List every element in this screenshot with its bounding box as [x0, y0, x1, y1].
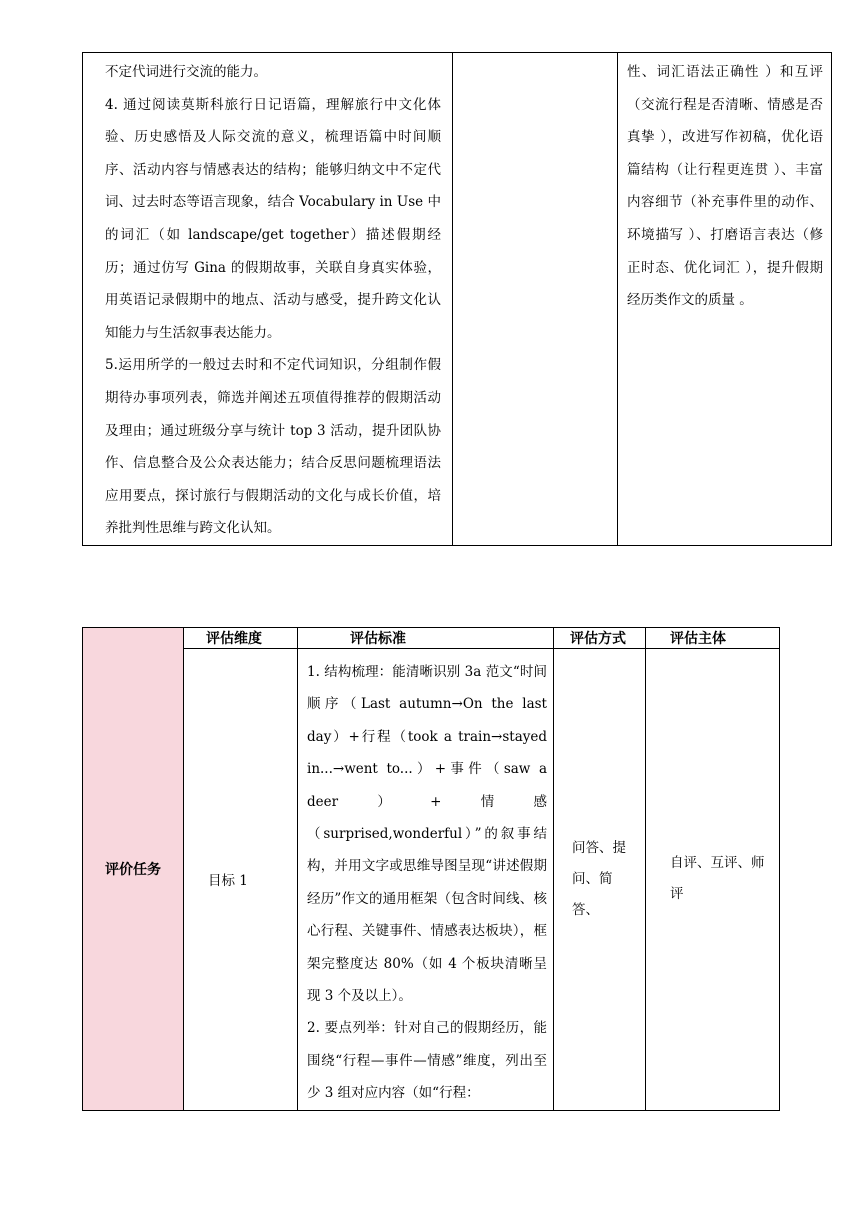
header-subject: 评估主体 — [646, 628, 780, 649]
header-method: 评估方式 — [554, 628, 646, 649]
writing-evaluation-cell: 性、词汇语法正确性 ）和互评（交流行程是否清晰、情感是否真挚 ），改进写作初稿，优化语篇结构（让行程更连贯 ）、丰富内容细节（补充事件里的动作、环境描写 ）、打磨语言表达（修正时态、优化词汇 ），提升假期经历类作文的质量 。 — [618, 53, 832, 546]
header-dimension: 评估维度 — [184, 628, 298, 649]
empty-middle-cell — [453, 53, 618, 546]
objectives-cell — [83, 53, 453, 546]
method-cell: 问答、提问、简答、 — [554, 649, 646, 1111]
goal-1-cell: 目标 1 — [184, 649, 298, 1111]
criteria-item-1: 1. 结构梳理：能清晰识别 3a 范文“时间顺序（Last autumn→On the last day）+行程（took a train→stayed in...→went to...）+事件（saw a deer）+情感（surprised,wonderful）”的叙事结构，并用文字或思维导图呈现“讲述假期经历”作文的通用框架（包含时间线、核心行程、关键事件、情感表达板块），框架完整度达 80%（如 4 个板块清晰呈现 3 个及以上）。 — [307, 664, 547, 1005]
objective-paragraph-continued: 不定代词进行交流的能力。 — [105, 64, 267, 80]
header-criteria: 评估标准 — [298, 628, 554, 649]
criteria-item-2: 2. 要点列举：针对自己的假期经历，能围绕“行程—事件—情感”维度，列出至少 3 组对应内容（如“行程： — [307, 1020, 547, 1102]
criteria-cell — [298, 649, 554, 1111]
subject-cell: 自评、互评、师评 — [646, 649, 780, 1111]
objective-paragraph-5: 5.运用所学的一般过去时和不定代词知识，分组制作假期待办事项列表，筛选并阐述五项值得推荐的假期活动及理由；通过班级分享与统计 top 3 活动，提升团队协作、信息整合及公众表达能力；结合反思问题梳理语法应用要点，探讨旅行与假期活动的文化与成长价值，培养批判性思维与跨文化认知。 — [105, 357, 441, 537]
evaluation-task-label: 评价任务 — [83, 628, 184, 1111]
objective-paragraph-4: 4. 通过阅读莫斯科旅行日记语篇，理解旅行中文化体验、历史感悟及人际交流的意义，梳理语篇中时间顺序、活动内容与情感表达的结构；能够归纳文中不定代词、过去时态等语言现象，结合 Vocabulary in Use 中的词汇（如 landscape/get together）描述假期经历；通过仿写 Gina 的假期故事，关联自身真实体验，用英语记录假期中的地点、活动与感受，提升跨文化认知能力与生活叙事表达能力。 — [105, 96, 441, 341]
evaluation-table — [82, 627, 780, 1111]
objectives-table — [82, 52, 832, 546]
